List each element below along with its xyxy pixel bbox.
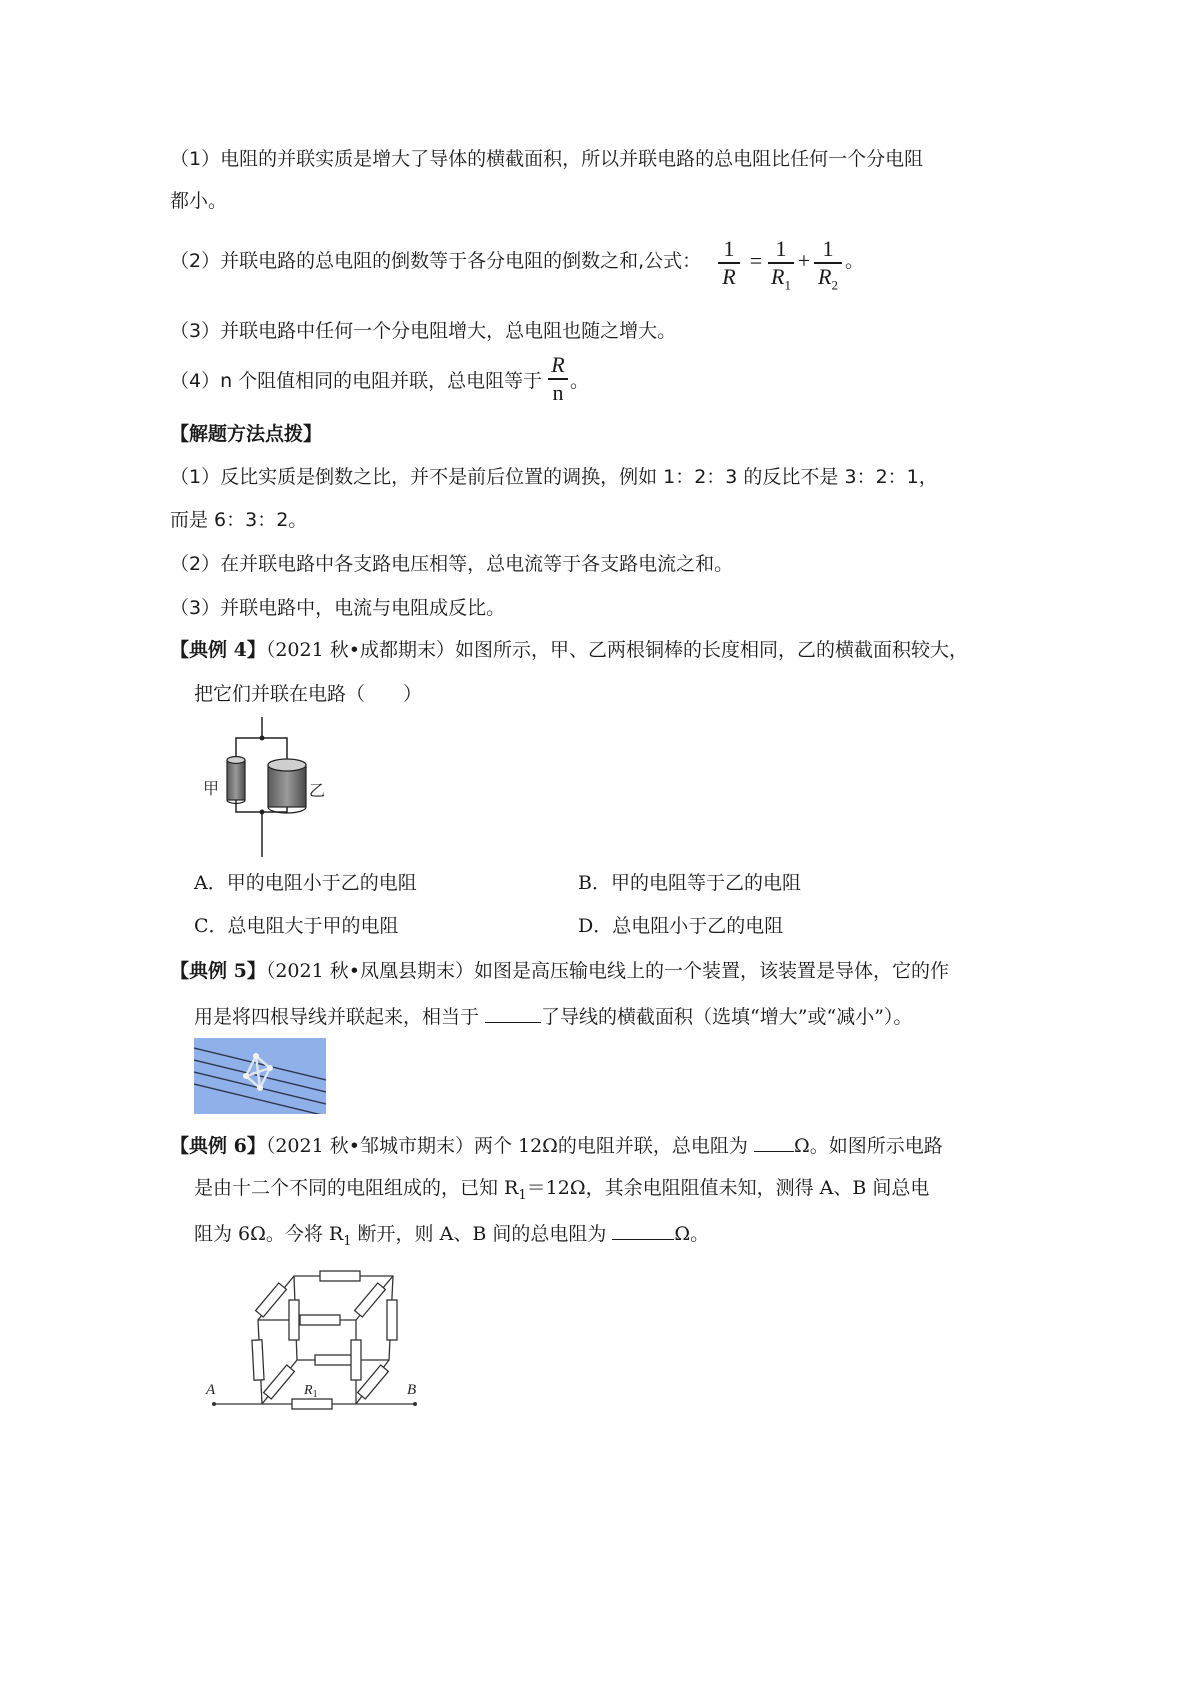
example4-source: （2021 秋•成都期末） — [265, 639, 455, 661]
example6-line1-post: Ω。如图所示电路 — [793, 1135, 943, 1157]
item1-line2: 都小。 — [170, 190, 228, 212]
item4-text: （4）n 个阻值相同的电阻并联，总电阻等于 — [170, 370, 543, 392]
option-b-text: 甲的电阻等于乙的电阻 — [610, 872, 801, 894]
method-item1-line1: （1）反比实质是倒数之比，并不是前后位置的调换，例如 1：2：3 的反比不是 3：2：1， — [170, 466, 938, 488]
twelve-resistor-cube-circuit — [200, 1262, 430, 1412]
item2-text: （2）并联电路的总电阻的倒数等于各分电阻的倒数之和,公式： — [170, 250, 702, 272]
option-d[interactable] — [578, 913, 783, 939]
example6-line1 — [170, 1131, 943, 1159]
option-a-text: 甲的电阻小于乙的电阻 — [226, 872, 417, 894]
example6-source: （2021 秋•邹城市期末） — [265, 1135, 474, 1157]
item4-denominator: n — [552, 379, 564, 405]
term2-subscript: 2 — [831, 276, 838, 292]
item4-fraction — [548, 352, 568, 406]
label-a: A — [206, 1382, 216, 1398]
example6-answer-blank-1[interactable] — [754, 1131, 794, 1152]
option-d-text: 总电阻小于乙的电阻 — [612, 915, 784, 937]
formula-plus: + — [797, 248, 811, 273]
method-item3: （3）并联电路中，电流与电阻成反比。 — [170, 597, 506, 619]
example6-line3 — [194, 1219, 709, 1255]
option-d-letter: D． — [578, 915, 613, 937]
example5-line2 — [194, 1002, 912, 1030]
resistors — [252, 1271, 397, 1409]
item3: （3）并联电路中任何一个分电阻增大，总电阻也随之增大。 — [170, 320, 677, 342]
item4-end: 。 — [570, 370, 590, 392]
example6-answer-blank-2[interactable] — [612, 1219, 674, 1240]
label-yi: 乙 — [309, 783, 326, 800]
example6-line3-post: Ω。 — [674, 1223, 710, 1245]
option-b-letter: B． — [578, 872, 611, 894]
term1-numerator: 1 — [775, 236, 787, 261]
lhs-numerator: 1 — [723, 236, 735, 261]
example6-line2 — [194, 1175, 929, 1209]
resistor-r1 — [292, 1399, 332, 1409]
example4-line2: 把它们并联在电路（ ） — [194, 683, 423, 705]
example5-question: 如图是高压输电线上的一个装置，该装置是导体，它的作 — [473, 960, 949, 982]
example6-line1-pre: 两个 12Ω的电阻并联，总电阻为 — [473, 1135, 754, 1157]
label-r1 — [303, 1383, 318, 1400]
rod-jia — [227, 760, 245, 800]
item1-line1: （1）电阻的并联实质是增大了导体的横截面积，所以并联电路的总电阻比任何一个分电阻 — [170, 148, 924, 170]
copper-rods-circuit-figure — [195, 712, 345, 862]
example4-question: 如图所示，甲、乙两根铜棒的长度相同，乙的横截面积较大， — [454, 639, 968, 661]
label-b: B — [407, 1382, 417, 1398]
method-item1-line2: 而是 6：3：2。 — [170, 509, 308, 531]
example6-line2-pre: 是由十二个不同的电阻组成的，已知 R — [194, 1177, 519, 1199]
example6-line3-sub: 1 — [343, 1233, 352, 1249]
formula-term1 — [768, 236, 794, 298]
example6-line3-pre: 阻为 6Ω。今将 R — [194, 1223, 344, 1245]
option-c-letter: C． — [194, 915, 228, 937]
formula-end: 。 — [845, 250, 865, 272]
label-r: R — [304, 1383, 313, 1398]
example5-line2-pre: 用是将四根导线并联起来，相当于 — [194, 1006, 486, 1028]
formula-lhs — [718, 236, 740, 290]
example5-answer-blank[interactable] — [485, 1002, 541, 1023]
example5-line2-post: 了导线的横截面积（选填“增大”或“减小”）。 — [541, 1006, 913, 1028]
example5-line1 — [170, 958, 949, 984]
formula-equals: = — [749, 248, 763, 273]
label-jia: 甲 — [203, 781, 220, 798]
example4-line1 — [170, 637, 968, 663]
option-c[interactable] — [194, 913, 399, 939]
method-heading: 【解题方法点拨】 — [170, 423, 323, 445]
term2-denominator: R — [818, 263, 832, 289]
item4-numerator: R — [551, 352, 565, 377]
example5-tag: 【典例 5】 — [170, 960, 266, 982]
method-item2: （2）在并联电路中各支路电压相等，总电流等于各支路电流之和。 — [170, 553, 734, 575]
example6-line2-post: ＝12Ω，其余电阻阻值未知，测得 A、B 间总电 — [526, 1177, 930, 1199]
option-a-letter: A． — [194, 872, 227, 894]
term2-numerator: 1 — [822, 236, 834, 261]
term1-denominator: R — [771, 263, 785, 289]
lhs-denominator: R — [722, 263, 736, 289]
option-b[interactable] — [578, 870, 801, 896]
option-a[interactable] — [194, 870, 417, 896]
example6-line2-sub: 1 — [518, 1187, 527, 1203]
example5-source: （2021 秋•凤凰县期末） — [265, 960, 474, 982]
option-c-text: 总电阻大于甲的电阻 — [227, 915, 399, 937]
formula-term2 — [814, 236, 842, 298]
term1-subscript: 1 — [784, 276, 791, 292]
high-voltage-spacer-photo — [194, 1038, 326, 1114]
example6-line3-mid: 断开，则 A、B 间的总电阻为 — [351, 1223, 613, 1245]
example6-tag: 【典例 6】 — [170, 1135, 266, 1157]
example4-tag: 【典例 4】 — [170, 639, 266, 661]
label-r-sub: 1 — [312, 1389, 318, 1400]
